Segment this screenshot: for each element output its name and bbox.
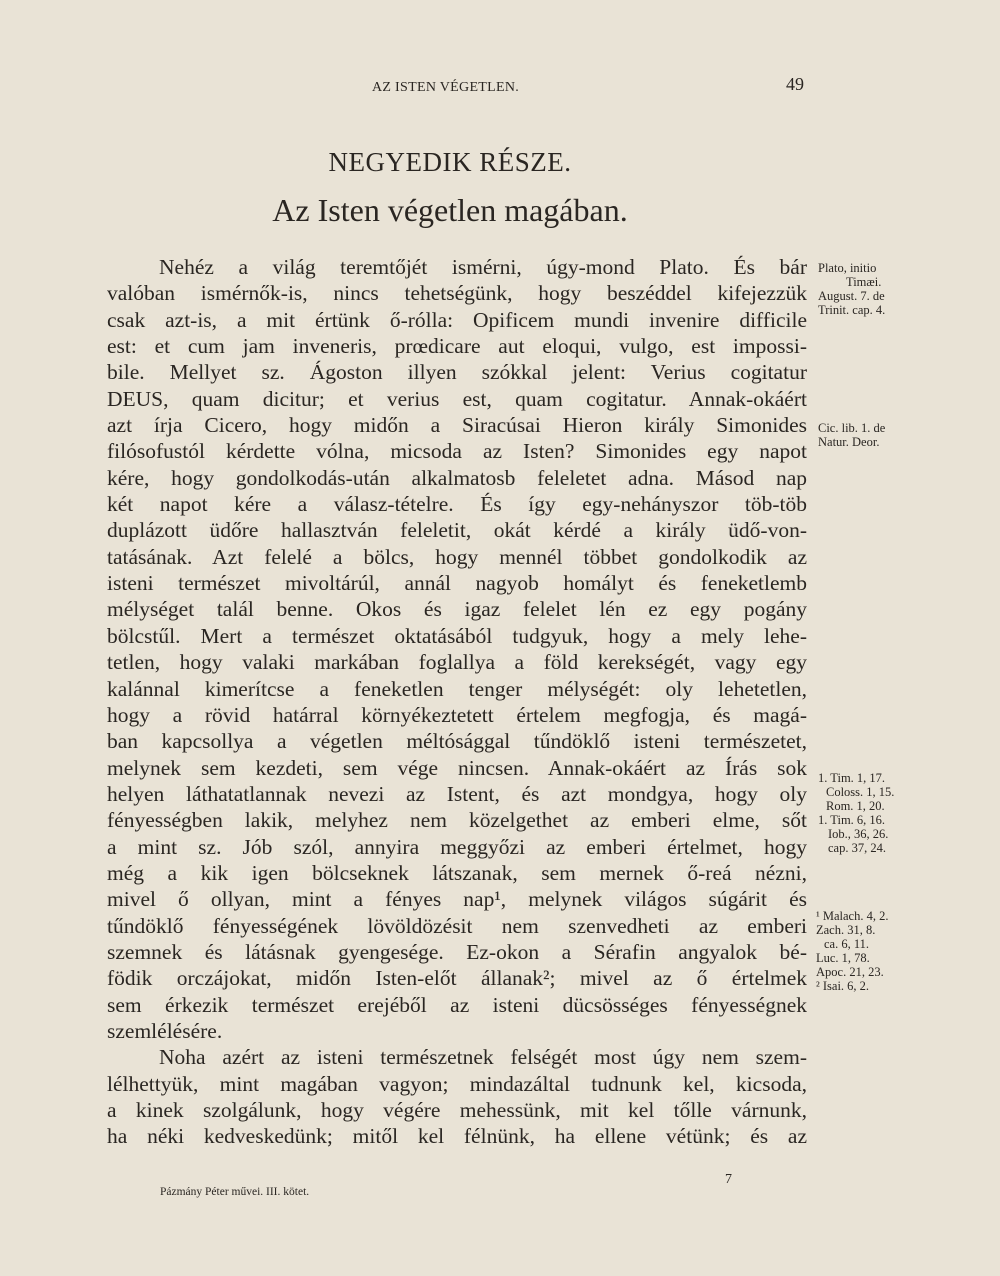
margin-note-line: ¹ Malach. 4, 2. (816, 909, 889, 923)
text-line: födik orczájokat, midőn Isten-előt állanak²; mivel az ő értelmek (107, 966, 807, 991)
text-line: ban kapcsollya a végetlen méltósággal tűndöklő isteni természetet, (107, 729, 807, 754)
text-line: valóban ismérnők-is, nincs tehetségünk, hogy beszéddel kifejezzük (107, 281, 807, 306)
text-line: hogy a rövid határral környékeztetett értelem megfogja, és magá- (107, 702, 807, 727)
margin-note-line: 1. Tim. 6, 16. (818, 813, 886, 827)
margin-note-line: Natur. Deor. (818, 435, 880, 449)
text-line: tűndöklő fényességének lövöldözésit nem szenvedheti az emberi (107, 913, 807, 938)
text-line: bölcstűl. Mert a természet oktatásából tudgyuk, hogy a mely lehe- (107, 623, 807, 648)
margin-note-footnotes (816, 909, 888, 993)
text-line: sem érkezik természet erejéből az isteni dücsösséges fényességnek (107, 992, 807, 1017)
text-line: duplázott üdőre hallasztván feleletit, okát kérdé a király üdő-von- (107, 518, 807, 543)
running-title: AZ ISTEN VÉGETLEN. (372, 80, 520, 95)
body-text (107, 254, 807, 1150)
text-line: isteni természet mivoltárúl, annál nagyob homályt és feneketlemb (107, 571, 807, 596)
text-line: azt írja Cicero, hogy midőn a Siracúsai Hieron király Simonides (107, 413, 807, 438)
margin-note-line: Trinit. cap. 4. (818, 303, 886, 317)
text-line: melynek sem kezdeti, sem vége nincsen. Annak-okáért az Írás sok (107, 755, 807, 780)
signature-mark: 7 (725, 1172, 732, 1187)
margin-note-line: Plato, initio (818, 261, 877, 275)
text-line: a kinek szolgálunk, hogy végére mehessünk, mit kel tőlle várnunk, (107, 1098, 807, 1122)
text-line: fényességben lakik, melyhez nem közelgethet az emberi elme, sőt (107, 808, 807, 833)
margin-note-line: Iob., 36, 26. (828, 827, 889, 841)
text-line: tatásának. Azt felelé a bölcs, hogy mennél többet gondolkodik az (107, 544, 807, 569)
text-line: ha néki kedveskedünk; mitől kel félnünk, ha ellene vétünk; és az (107, 1124, 807, 1149)
text-line: filósofustól kérdette vólna, micsoda az Isten? Simonides egy napot (107, 439, 807, 464)
margin-note-line: Coloss. 1, 15. (826, 785, 895, 799)
chapter-subtitle: Az Isten végetlen magában. (272, 192, 628, 228)
text-line: kére, hogy gondolkodás-után alkalmatosb feleletet adna. Másod nap (107, 465, 807, 490)
margin-note-plato (818, 261, 885, 317)
text-line: tetlen, hogy valaki markában foglallya a föld kerekségét, vagy egy (107, 650, 807, 675)
text-line: Noha azért az isteni természetnek felségét most úgy nem szem- (159, 1045, 807, 1070)
page-number: 49 (786, 74, 804, 94)
text-line: még a kik igen bölcseknek látszanak, sem mernek ő-reá nézni, (107, 860, 807, 885)
margin-note-line: cap. 37, 24. (828, 841, 886, 855)
margin-note-line: Luc. 1, 78. (816, 951, 870, 965)
text-line: est: et cum jam inveneris, prœdicare aut eloqui, vulgo, est impossi- (107, 334, 807, 359)
footer-imprint: Pázmány Péter művei. III. kötet. (160, 1186, 310, 1198)
margin-note-line: 1. Tim. 1, 17. (818, 771, 886, 785)
margin-note-cicero (818, 421, 885, 449)
text-line: mivel ő ollyan, mint a fényes nap¹, melynek világos súgárit és (107, 887, 807, 912)
margin-note-scripture (818, 771, 894, 855)
text-line: Nehéz a világ teremtőjét ismérni, úgy-mond Plato. És bár (159, 255, 807, 279)
margin-note-line: Zach. 31, 8. (816, 923, 876, 937)
text-line: DEUS, quam dicitur; et verius est, quam cogitatur. Annak-okáért (107, 386, 807, 411)
margin-note-line: ² Isai. 6, 2. (816, 979, 870, 993)
margin-note-line: Timæi. (846, 275, 882, 289)
margin-note-line: August. 7. de (818, 289, 885, 303)
text-line: kalánnal kimerítcse a feneketlen tenger mélységét: oly lehetetlen, (107, 676, 807, 701)
running-header (0, 74, 1000, 102)
margin-note-line: Rom. 1, 20. (826, 799, 885, 813)
text-line: lélhettyük, mint magában vagyon; mindazáltal tudnunk kel, kicsoda, (107, 1071, 807, 1096)
text-line: a mint sz. Jób szól, annyira meggyőzi az emberi értelmet, hogy (107, 834, 807, 859)
margin-note-line: ca. 6, 11. (824, 937, 870, 951)
text-line: szemnek és látásnak gyengesége. Ez-okon a Sérafin angyalok bé- (107, 939, 807, 964)
text-line: bile. Mellyet sz. Ágoston illyen szókkal jelent: Verius cogitatur (107, 360, 807, 385)
chapter-title: NEGYEDIK RÉSZE. (328, 147, 572, 177)
margin-note-line: Apoc. 21, 23. (816, 965, 884, 979)
text-line: két napot kére a válasz-tételre. És így egy-nehányszor töb-töb (107, 492, 807, 517)
text-line: mélységet talál benne. Okos és igaz felelet lén ez egy pogány (107, 597, 807, 622)
text-line: szemlélésére. (107, 1018, 223, 1043)
text-line: helyen láthatatlannak nevezi az Istent, és azt mondgya, hogy oly (107, 781, 807, 806)
margin-note-line: Cic. lib. 1. de (818, 421, 886, 435)
text-line: csak azt-is, a mit értünk ő-rólla: Opificem mundi invenire difficile (107, 307, 807, 332)
